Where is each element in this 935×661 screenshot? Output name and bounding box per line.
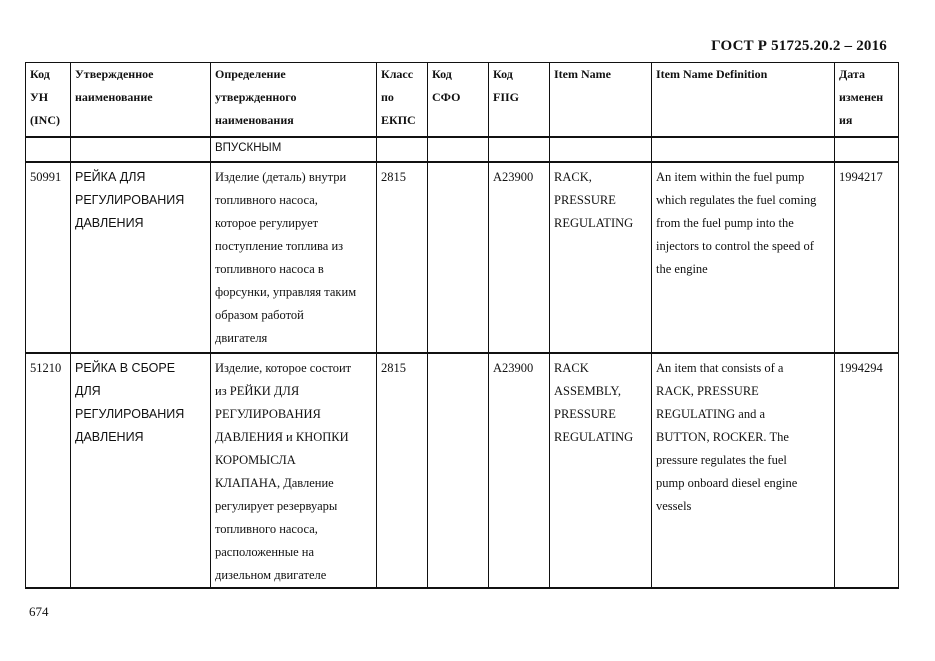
text-line: утвержденного	[215, 90, 297, 104]
table-row	[26, 162, 899, 353]
text-line: из РЕЙКИ ДЛЯ	[215, 383, 300, 398]
col-header-sfo	[428, 63, 489, 137]
text-line: An item that consists of a	[656, 360, 784, 375]
cell-date: 1994294	[835, 353, 899, 588]
cell-code: 50991	[26, 162, 71, 353]
text-line: ДАВЛЕНИЯ	[75, 429, 144, 444]
text-line: from the fuel pump into the	[656, 215, 794, 230]
text-line: PRESSURE	[554, 406, 616, 421]
page-number: 674	[29, 604, 49, 619]
col-header-item-name	[550, 63, 652, 137]
col-header-class	[377, 63, 428, 137]
col-header-code	[26, 63, 71, 137]
text-line: Утвержденное	[75, 67, 154, 81]
text-line: топливного насоса,	[215, 192, 318, 207]
text-line: РЕЙКА ДЛЯ	[75, 169, 146, 184]
text-line: which regulates the fuel coming	[656, 192, 817, 207]
text-line: образом работой	[215, 307, 304, 322]
text-line: An item within the fuel pump	[656, 169, 805, 184]
text-line: РЕЙКА В СБОРЕ	[75, 360, 176, 375]
cell-item-name	[550, 162, 652, 353]
text-line: РЕГУЛИРОВАНИЯ	[215, 406, 321, 421]
cell-code: 51210	[26, 353, 71, 588]
text-line: наименование	[75, 90, 153, 104]
text-line: изменен	[839, 90, 884, 104]
text-line: (INC)	[30, 113, 60, 127]
text-line: СФО	[432, 90, 461, 104]
col-header-definition	[211, 63, 377, 137]
cell-item-name	[550, 353, 652, 588]
document-header: ГОСТ Р 51725.20.2 – 2016	[711, 38, 887, 54]
text-line: ия	[839, 113, 853, 127]
text-line: Класс	[381, 67, 414, 81]
col-header-fiig	[489, 63, 550, 137]
text-line: РЕГУЛИРОВАНИЯ	[75, 192, 185, 207]
text-line: ASSEMBLY,	[554, 383, 621, 398]
text-line: дизельном двигателе	[215, 567, 327, 582]
text-line: топливного насоса в	[215, 261, 324, 276]
text-line: Код	[30, 67, 50, 81]
text-line: поступление топлива из	[215, 238, 344, 253]
text-line: топливного насоса,	[215, 521, 318, 536]
cell-fiig: A23900	[489, 162, 550, 353]
text-line: RACK,	[554, 169, 592, 184]
text-line: Item Name Definition	[656, 67, 768, 81]
text-line: injectors to control the speed of	[656, 238, 814, 253]
text-line: RACK	[554, 360, 589, 375]
text-line: Изделие (деталь) внутри	[215, 169, 347, 184]
text-line: регулирует резервуары	[215, 498, 338, 513]
text-line: ЕКПС	[381, 113, 416, 127]
col-header-item-definition	[652, 63, 835, 137]
text-line: Код	[493, 67, 513, 81]
text-line: pressure regulates the fuel	[656, 452, 787, 467]
continuation-definition: ВПУСКНЫМ	[211, 137, 377, 162]
cell-definition	[211, 353, 377, 588]
cell-name	[71, 162, 211, 353]
text-line: RACK, PRESSURE	[656, 383, 759, 398]
text-line: PRESSURE	[554, 192, 616, 207]
cell-name	[71, 353, 211, 588]
text-line: РЕГУЛИРОВАНИЯ	[75, 406, 185, 421]
text-line: vessels	[656, 498, 692, 513]
text-line: КЛАПАНА, Давление	[215, 475, 334, 490]
text-line: Item Name	[554, 67, 611, 81]
text-line: Изделие, которое состоит	[215, 360, 352, 375]
text-line: REGULATING and a	[656, 406, 766, 421]
cell-sfo	[428, 162, 489, 353]
table-header-row	[26, 63, 899, 137]
continuation-row	[26, 137, 899, 162]
cell-sfo	[428, 353, 489, 588]
cell-item-definition	[652, 353, 835, 588]
text-line: по	[381, 90, 394, 104]
text-line: КОРОМЫСЛА	[215, 452, 296, 467]
text-line: расположенные на	[215, 544, 315, 559]
text-line: REGULATING	[554, 215, 634, 230]
text-line: BUTTON, ROCKER. The	[656, 429, 789, 444]
text-line: Код	[432, 67, 452, 81]
cell-class: 2815	[377, 162, 428, 353]
text-line: Определение	[215, 67, 286, 81]
text-line: УН	[30, 90, 49, 104]
text-line: FIIG	[493, 90, 520, 104]
text-line: форсунки, управляя таким	[215, 284, 357, 299]
text-line: ДАВЛЕНИЯ и КНОПКИ	[215, 429, 349, 444]
col-header-date	[835, 63, 899, 137]
text-line: pump onboard diesel engine	[656, 475, 798, 490]
text-line: ДЛЯ	[75, 383, 101, 398]
cell-class: 2815	[377, 353, 428, 588]
text-line: двигателя	[215, 330, 268, 345]
cell-item-definition	[652, 162, 835, 353]
catalog-table	[25, 62, 899, 589]
text-line: наименования	[215, 113, 294, 127]
cell-fiig: A23900	[489, 353, 550, 588]
table-row	[26, 353, 899, 588]
text-line: Дата	[839, 67, 865, 81]
text-line: ДАВЛЕНИЯ	[75, 215, 144, 230]
cell-date: 1994217	[835, 162, 899, 353]
text-line: REGULATING	[554, 429, 634, 444]
text-line: которое регулирует	[215, 215, 319, 230]
text-line: the engine	[656, 261, 708, 276]
cell-definition	[211, 162, 377, 353]
col-header-name	[71, 63, 211, 137]
